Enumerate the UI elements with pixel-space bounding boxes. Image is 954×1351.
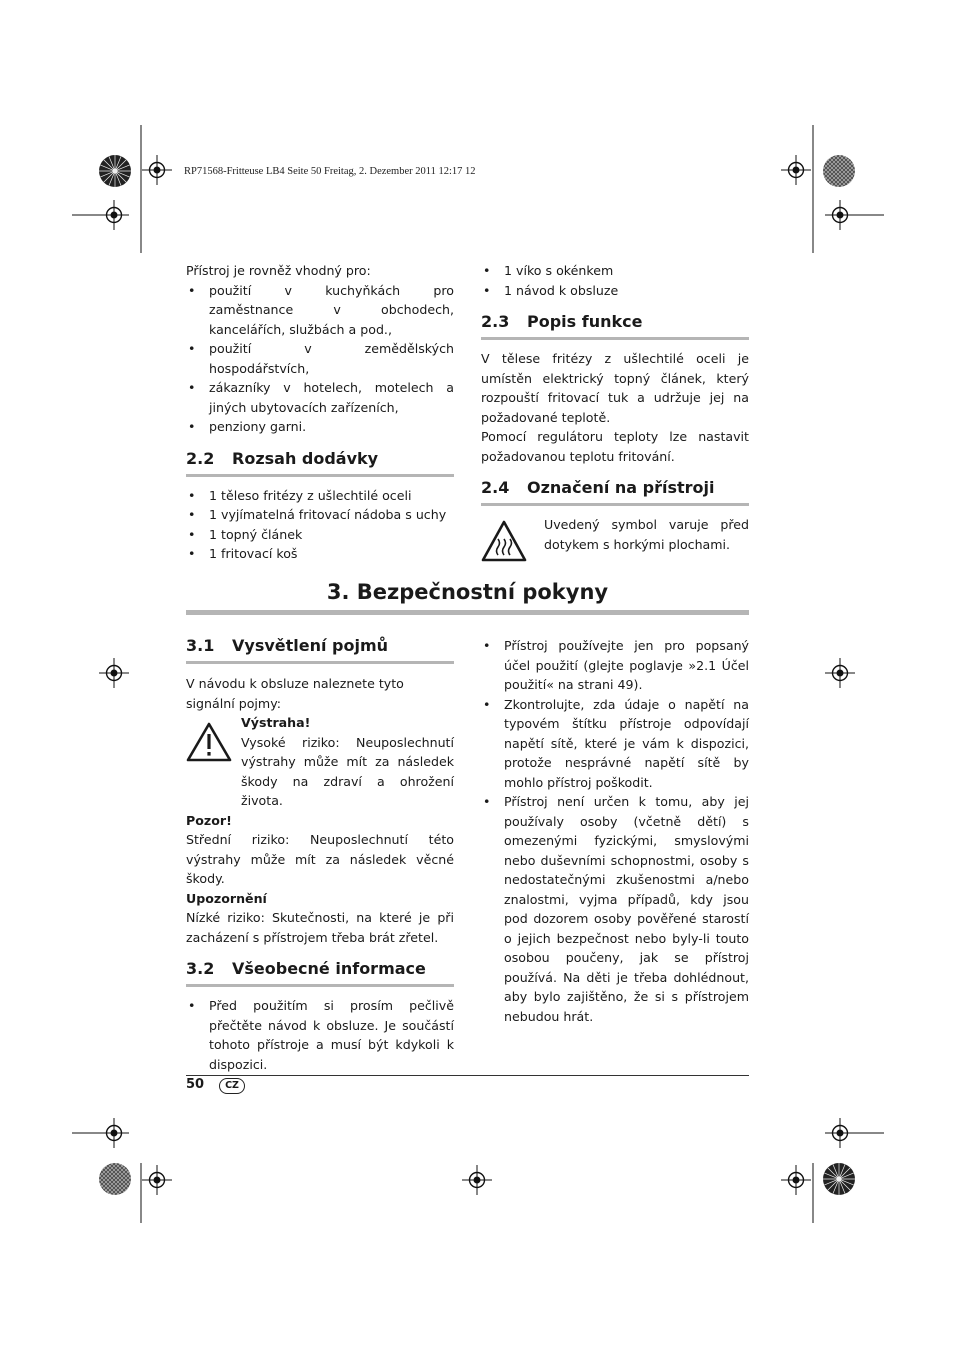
list-item: • Přístroj není určen k tomu, aby jej používaly osoby (včetně dětí) s omezenými fyzickými, smyslovými nebo duševními schopnostmi, osoby s nedostatečnými zkušenostmi a/nebo znalostmi, vyjma případů, kdy jsou pod dozorem osoby pověřené starostí o jejich bezpečnost nebo byly-li touto osobou poučeny, jak se přístroj používá. Na děti je třeba dohlédnout, aby bylo zajištěno, že si s přístrojem nebudou hrát. — [481, 792, 749, 1026]
section-number: 2.2 — [186, 448, 215, 468]
warning-text: Vysoké riziko: Neuposlechnutí výstrahy může mít za následek škody na zdraví a ohrožení života. — [241, 734, 454, 808]
list-item: • 1 fritovací koš — [186, 544, 454, 564]
section-number: 2.4 — [481, 478, 510, 497]
uses-intro: Přístroj je rovněž vhodný pro: — [186, 263, 371, 278]
notice-label: Upozornění — [186, 890, 267, 906]
list-item: • 1 těleso fritézy z ušlechtilé oceli — [186, 486, 454, 506]
list-item: • penziony garni. — [186, 417, 454, 437]
print-header: RP71568-Fritteuse LB4 Seite 50 Freitag, 2. Dezember 2011 12:17 12 — [184, 166, 476, 177]
function-paragraph-2: Pomocí regulátoru teploty lze nastavit požadovanou teplotu fritování. — [481, 429, 749, 464]
section-title: Rozsah dodávky — [232, 448, 379, 468]
caution-text: Střední riziko: Neuposlechnutí této výstrahy může mít za následek věcné škody. — [186, 832, 454, 886]
signal-words-intro: V návodu k obsluze naleznete tyto signální pojmy: — [186, 676, 404, 711]
warning-label: Výstraha! — [241, 715, 311, 730]
chapter-title: 3. Bezpečnostní pokyny — [326, 580, 609, 604]
section-number: 3.1 — [186, 636, 215, 655]
list-item: • Přístroj používejte jen pro popsaný účel použití (glejte poglavje »2.1 Účel použití« na strani 49). — [481, 636, 749, 695]
list-item: • použití v zemědělských hospodářstvích, — [186, 339, 454, 378]
list-item: • 1 topný článek — [186, 525, 454, 545]
language-badge: CZ — [219, 1078, 245, 1094]
caution-label: Pozor! — [186, 812, 232, 828]
list-item: • 1 návod k obsluze — [481, 281, 749, 301]
list-item: • použití v kuchyňkách pro zaměstnance v obchodech, kancelářích, službách a pod., — [186, 281, 454, 340]
hot-surface-text: Uvedený symbol varuje před dotykem s horkými plochami. — [544, 517, 749, 552]
section-title: Vysvětlení pojmů — [232, 636, 389, 655]
list-item: • Před použitím si prosím pečlivě přečtěte návod k obsluze. Je součástí tohoto přístroje a musí být kdykoli k dispozici. — [186, 996, 454, 1074]
function-paragraph-1: V tělese fritézy z ušlechtilé oceli je umístěn elektrický topný článek, který rozpouští fritovací tuk a udržuje jej na požadované teplotě. — [481, 351, 749, 425]
list-item: • 1 vyjímatelná fritovací nádoba s uchy — [186, 505, 454, 525]
section-number: 3.2 — [186, 959, 215, 978]
section-title: Popis funkce — [527, 312, 643, 331]
section-number: 2.3 — [481, 312, 510, 331]
section-title: Všeobecné informace — [232, 959, 426, 978]
list-item: • Zkontrolujte, zda údaje o napětí na typovém štítku přístroje odpovídají napětí sítě, které je vám k dispozici, protože nesprávné napětí sítě by mohlo přístroj poškodit. — [481, 695, 749, 793]
section-title: Označení na přístroji — [527, 478, 715, 497]
list-item: • zákazníky v hotelech, motelech a jiných ubytovacích zařízeních, — [186, 378, 454, 417]
page-number: 50 — [186, 1077, 205, 1092]
list-item: • 1 víko s okénkem — [481, 261, 749, 281]
notice-text: Nízké riziko: Skutečnosti, na které je při zacházení s přístrojem třeba brát zřetel. — [186, 910, 454, 945]
